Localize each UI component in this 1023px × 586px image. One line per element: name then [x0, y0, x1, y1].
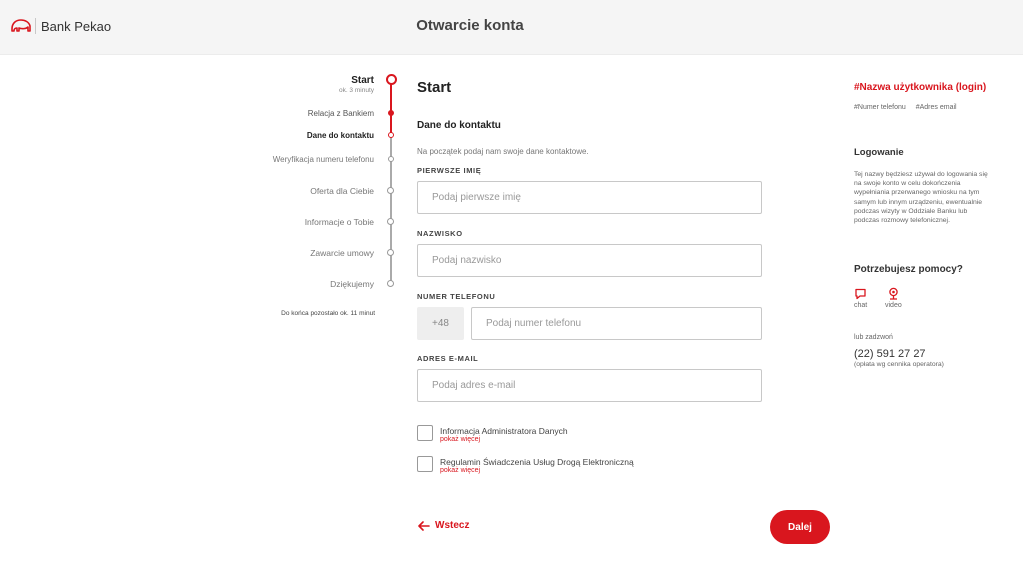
step-informacje: Informacje o Tobie: [304, 217, 374, 227]
form-heading: Start: [417, 79, 452, 96]
hotline-note: (opłata wg cennika operatora): [854, 361, 944, 368]
phone-prefix: +48: [417, 307, 464, 340]
back-button[interactable]: [418, 520, 469, 531]
username-tags: [854, 104, 965, 111]
step-dane-kontakt-dot: [388, 132, 394, 138]
username-title: #Nazwa użytkownika (login): [854, 82, 987, 93]
login-description: Tej nazwy będziesz używał do logowania się na swoje konto w celu dokończenia wypełniania przerwanego wniosku na tym samym lub innym urządzeniu, ewentualnie podczas wizyty w Oddziale Banku lub podczas rozmowy telefonicznej.: [854, 171, 988, 224]
form-intro: Na początek podaj nam swoje dane kontaktowe.: [417, 147, 589, 156]
step-informacje-dot: [387, 218, 394, 225]
page-title: Otwarcie konta: [416, 17, 524, 34]
step-weryfikacja: Weryfikacja numeru telefonu: [272, 155, 374, 164]
step-start-duration: ok. 3 minuty: [338, 87, 374, 94]
arrow-left-icon: [418, 521, 430, 531]
login-title: Logowanie: [854, 147, 904, 158]
consent-terms-label: Regulamin Świadczenia Usług Drogą Elektroniczną: [440, 457, 634, 467]
consent-admin-checkbox[interactable]: [417, 425, 433, 441]
phone-input[interactable]: [471, 307, 762, 340]
chat-button[interactable]: [854, 287, 867, 309]
video-icon: [887, 287, 900, 300]
email-label: ADRES E-MAIL: [417, 354, 479, 363]
chat-label: chat: [854, 302, 868, 309]
step-start: Start: [351, 75, 374, 86]
brand-name: Bank Pekao: [41, 18, 112, 34]
phone-label: NUMER TELEFONU: [417, 292, 496, 301]
consent-admin-label: Informacja Administratora Danych: [440, 426, 568, 436]
step-relacja: Relacja z Bankiem: [307, 109, 374, 118]
video-label: video: [885, 302, 902, 309]
step-dziekujemy-dot: [387, 280, 394, 287]
chat-icon: [854, 287, 867, 300]
next-button[interactable]: Dalej: [770, 510, 830, 544]
consent-admin-more-link[interactable]: pokaż więcej: [440, 436, 481, 443]
call-label: lub zadzwoń: [854, 334, 893, 341]
tag-phone: #Numer telefonu: [854, 104, 906, 111]
first-name-label: PIERWSZE IMIĘ: [417, 166, 482, 175]
step-zawarcie-dot: [387, 249, 394, 256]
step-dane-kontakt: Dane do kontaktu: [306, 131, 374, 140]
step-dziekujemy: Dziękujemy: [330, 279, 374, 289]
step-zawarcie: Zawarcie umowy: [310, 248, 374, 258]
consent-terms-checkbox[interactable]: [417, 456, 433, 472]
last-name-input[interactable]: [417, 244, 762, 277]
remaining-time: Do końca pozostało ok. 11 minut: [281, 310, 375, 317]
section-heading: Dane do kontaktu: [417, 120, 501, 131]
stepper-track-done: [390, 81, 392, 134]
video-button[interactable]: [885, 287, 902, 309]
header: [0, 0, 1023, 55]
progress-stepper: [250, 70, 405, 330]
back-label: Wstecz: [435, 520, 470, 531]
first-name-input[interactable]: [417, 181, 762, 214]
step-relacja-dot: [388, 110, 394, 116]
consent-terms-more-link[interactable]: pokaż więcej: [440, 467, 481, 474]
step-start-dot: [386, 74, 397, 85]
help-title: Potrzebujesz pomocy?: [854, 264, 963, 275]
step-oferta-dot: [387, 187, 394, 194]
hotline-number[interactable]: (22) 591 27 27: [854, 348, 926, 360]
step-oferta: Oferta dla Ciebie: [310, 186, 374, 196]
email-input[interactable]: [417, 369, 762, 402]
step-weryfikacja-dot: [388, 156, 394, 162]
last-name-label: NAZWISKO: [417, 229, 463, 238]
tag-email: #Adres email: [915, 104, 957, 111]
